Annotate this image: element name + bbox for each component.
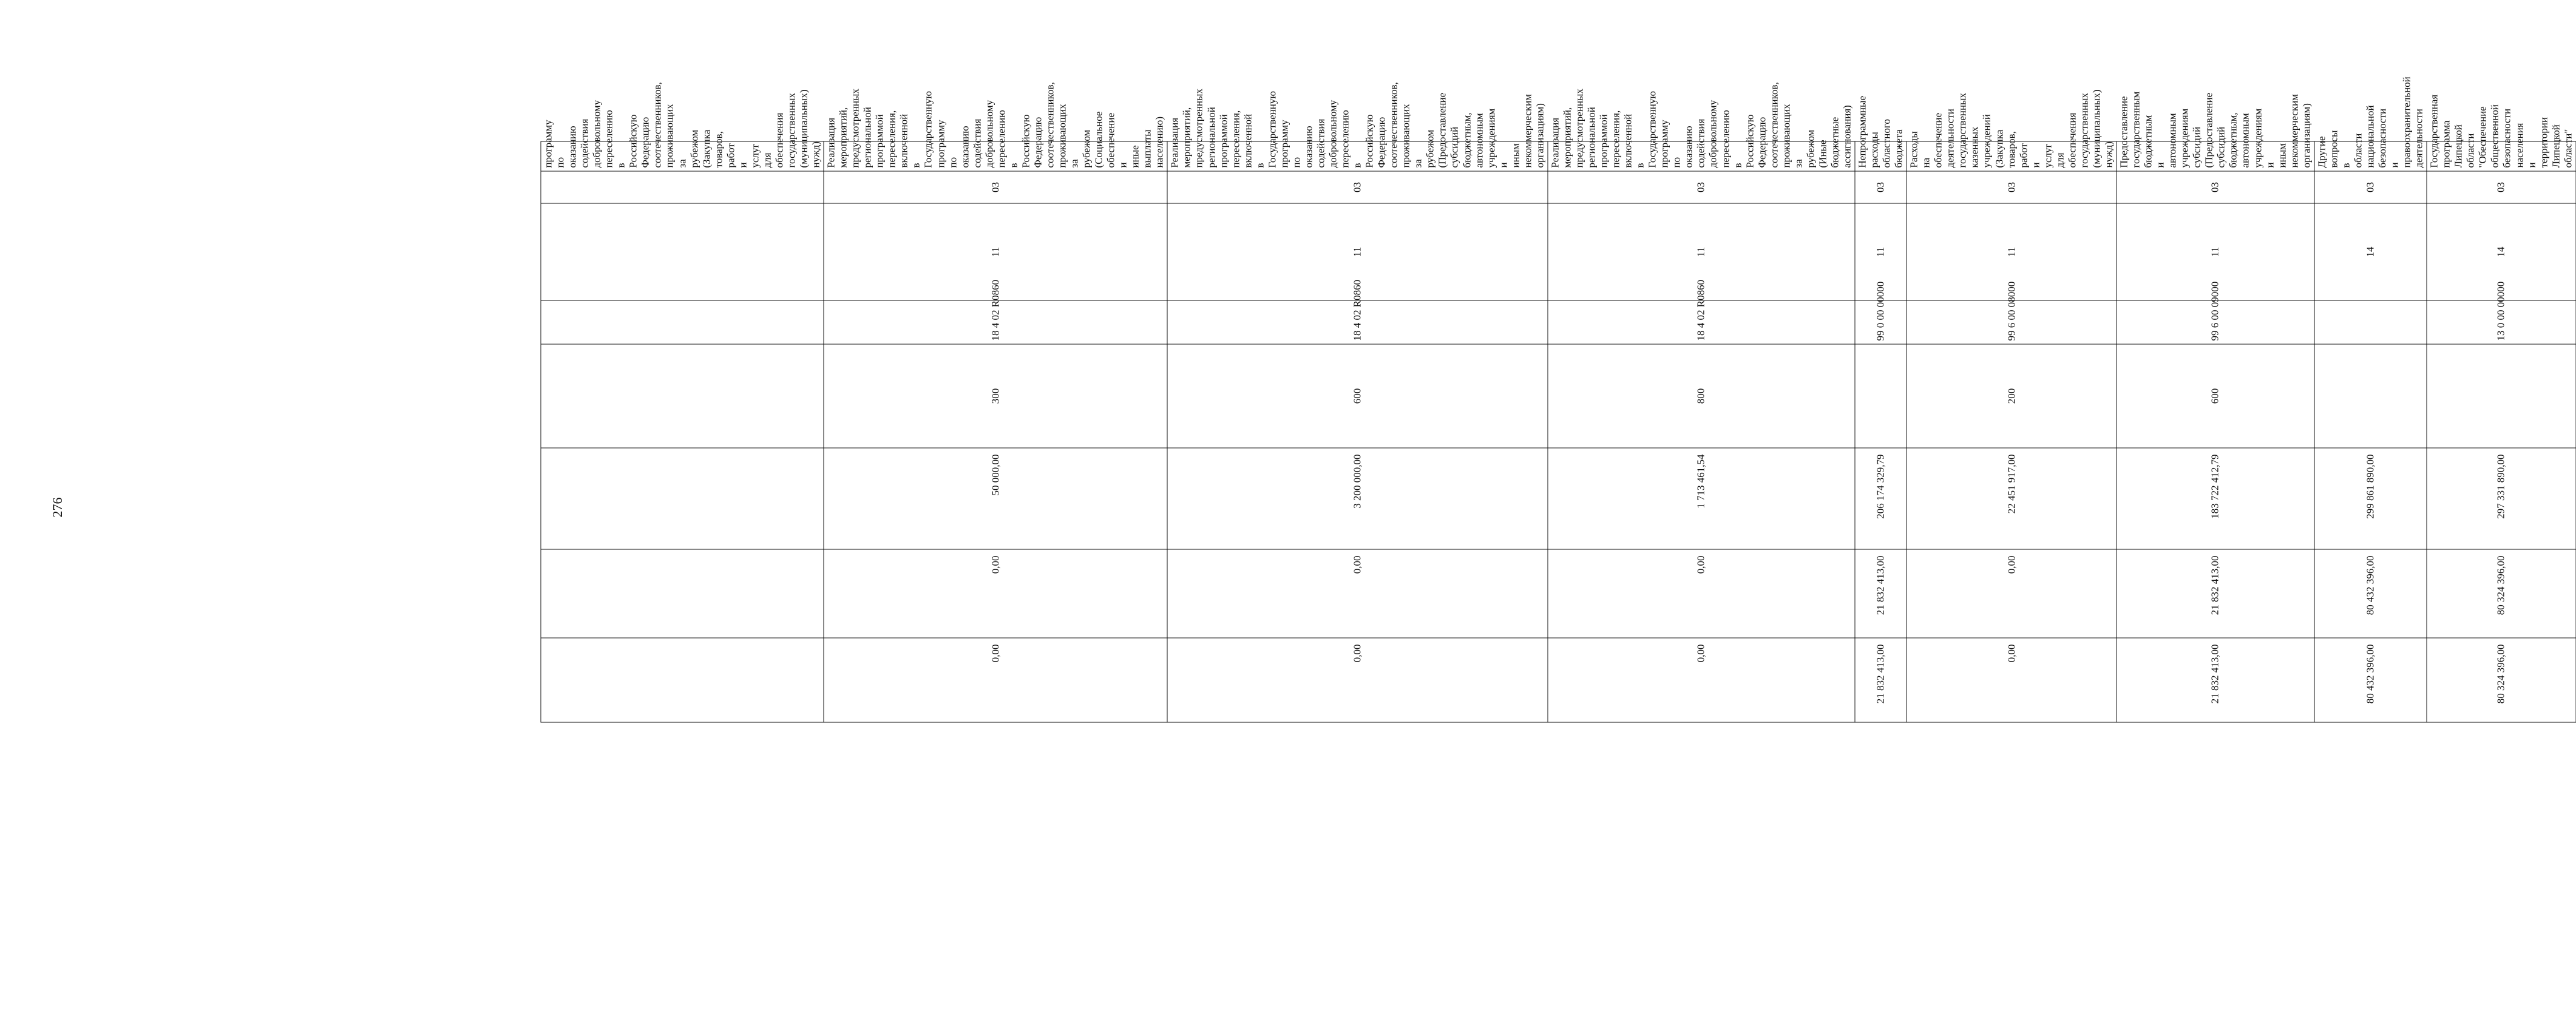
target-article-cell: 18 4 02 R0860 bbox=[824, 300, 1167, 344]
section-cell: 03 bbox=[1167, 171, 1547, 203]
table-row bbox=[541, 0, 824, 722]
subsection-cell: 14 bbox=[2427, 203, 2576, 300]
amount-year2-cell: 80 432 396,00 bbox=[2314, 549, 2427, 638]
subsection-cell: 11 bbox=[2117, 203, 2314, 300]
amount-year1-cell: 299 861 890,00 bbox=[2314, 448, 2427, 549]
amount-year1-cell: 3 200 000,00 bbox=[1167, 448, 1547, 549]
target-article-cell: 13 0 00 00000 bbox=[2427, 300, 2576, 344]
table-row bbox=[1548, 0, 1855, 722]
page-number: 276 bbox=[50, 497, 65, 518]
amount-year3-cell bbox=[541, 638, 824, 722]
target-article-cell: 18 4 02 R0860 bbox=[1167, 300, 1547, 344]
target-article-cell: 99 6 00 08000 bbox=[1907, 300, 2117, 344]
subsection-cell: 11 bbox=[1548, 203, 1855, 300]
expense-type-cell: 600 bbox=[1167, 344, 1547, 448]
target-article-cell bbox=[541, 300, 824, 344]
subsection-cell: 11 bbox=[1167, 203, 1547, 300]
amount-year1-cell: 22 451 917,00 bbox=[1907, 448, 2117, 549]
subsection-cell: 11 bbox=[1907, 203, 2117, 300]
expense-type-cell bbox=[2427, 344, 2576, 448]
section-cell: 03 bbox=[2427, 171, 2576, 203]
amount-year2-cell: 0,00 bbox=[1167, 549, 1547, 638]
description-cell: Предоставление государственным бюджетным и автономным учреждениям субсидий (Предоставление субсидий бюджетным, автономным учреждениям и иным некоммерческим организациям) bbox=[2117, 141, 2314, 171]
amount-year3-cell: 21 832 413,00 bbox=[2117, 638, 2314, 722]
description-cell: Государственная программа Липецкой области "Обеспечение общественной безопасности населения и территории Липецкой области" bbox=[2427, 141, 2576, 171]
table-row bbox=[824, 0, 1167, 722]
amount-year3-cell: 0,00 bbox=[1548, 638, 1855, 722]
target-article-cell: 18 4 02 R0860 bbox=[1548, 300, 1855, 344]
amount-year2-cell: 21 832 413,00 bbox=[1855, 549, 1907, 638]
expense-type-cell: 200 bbox=[1907, 344, 2117, 448]
section-cell: 03 bbox=[1855, 171, 1907, 203]
table-row bbox=[1855, 0, 1907, 722]
table-row bbox=[1167, 0, 1547, 722]
expense-type-cell bbox=[1855, 344, 1907, 448]
amount-year2-cell bbox=[541, 549, 824, 638]
section-cell: 03 bbox=[1548, 171, 1855, 203]
amount-year3-cell: 21 832 413,00 bbox=[1855, 638, 1907, 722]
budget-table-body bbox=[541, 0, 2576, 722]
description-cell: Другие вопросы в области национальной безопасности и правоохранительной деятельности bbox=[2314, 141, 2427, 171]
subsection-cell: 14 bbox=[2314, 203, 2427, 300]
description-cell: Непрограммные расходы областного бюджета bbox=[1855, 141, 1907, 171]
subsection-cell bbox=[541, 203, 824, 300]
table-row bbox=[2427, 0, 2576, 722]
amount-year1-cell: 297 331 890,00 bbox=[2427, 448, 2576, 549]
amount-year2-cell: 0,00 bbox=[1907, 549, 2117, 638]
section-cell: 03 bbox=[2314, 171, 2427, 203]
target-article-cell: 99 6 00 09000 bbox=[2117, 300, 2314, 344]
subsection-cell: 11 bbox=[824, 203, 1167, 300]
amount-year1-cell: 183 722 412,79 bbox=[2117, 448, 2314, 549]
expense-type-cell: 800 bbox=[1548, 344, 1855, 448]
expense-type-cell bbox=[541, 344, 824, 448]
section-cell: 03 bbox=[824, 171, 1167, 203]
expense-type-cell: 300 bbox=[824, 344, 1167, 448]
table-row bbox=[1907, 0, 2117, 722]
amount-year1-cell: 1 713 461,54 bbox=[1548, 448, 1855, 549]
amount-year1-cell: 50 000,00 bbox=[824, 448, 1167, 549]
description-cell: Расходы на обеспечение деятельности государственных казенных учреждений (Закупка товаров, работ и услуг для обеспечения государственных (муниципальных) нужд) bbox=[1907, 141, 2117, 171]
amount-year1-cell: 206 174 329,79 bbox=[1855, 448, 1907, 549]
table-row bbox=[2314, 0, 2427, 722]
amount-year2-cell: 80 324 396,00 bbox=[2427, 549, 2576, 638]
amount-year2-cell: 0,00 bbox=[1548, 549, 1855, 638]
subsection-cell: 11 bbox=[1855, 203, 1907, 300]
amount-year2-cell: 0,00 bbox=[824, 549, 1167, 638]
amount-year3-cell: 80 324 396,00 bbox=[2427, 638, 2576, 722]
amount-year2-cell: 21 832 413,00 bbox=[2117, 549, 2314, 638]
description-cell: Реализация мероприятий, предусмотренных региональной программой переселения, включенной в Государственную программу по оказанию содействия добровольному переселению в Российскую Федерацию соотечественников, проживающих за рубежом (Социальное обеспечение и иные выплаты населению) bbox=[824, 141, 1167, 171]
amount-year3-cell: 0,00 bbox=[1907, 638, 2117, 722]
amount-year1-cell bbox=[541, 448, 824, 549]
budget-table-container bbox=[541, 0, 2574, 723]
description-cell: Реализация мероприятий, предусмотренных региональной программой переселения, включенной в Государственную программу по оказанию содействия добровольному переселению в Российскую Федерацию соотечественников, проживающих за рубежом (Предоставление субсидий бюджетным, автономным учреждениям и иным некоммерческим организациям) bbox=[1167, 141, 1547, 171]
description-cell: программу по оказанию содействия добровольному переселению в Российскую Федерацию соотечественников, проживающих за рубежом (Закупка товаров, работ и услуг для обеспечения государственных (муниципальных) нужд) bbox=[541, 141, 824, 171]
target-article-cell bbox=[2314, 300, 2427, 344]
section-cell: 03 bbox=[1907, 171, 2117, 203]
section-cell bbox=[541, 171, 824, 203]
expense-type-cell bbox=[2314, 344, 2427, 448]
table-row bbox=[2117, 0, 2314, 722]
target-article-cell: 99 0 00 00000 bbox=[1855, 300, 1907, 344]
section-cell: 03 bbox=[2117, 171, 2314, 203]
budget-table bbox=[541, 0, 2576, 723]
description-cell: Реализация мероприятий, предусмотренных региональной программой переселения, включенной в Государственную программу по оказанию содействия добровольному переселению в Российскую Федерацию соотечественников, проживающих за рубежом (Иные бюджетные ассигнования) bbox=[1548, 141, 1855, 171]
amount-year3-cell: 0,00 bbox=[824, 638, 1167, 722]
expense-type-cell: 600 bbox=[2117, 344, 2314, 448]
amount-year3-cell: 0,00 bbox=[1167, 638, 1547, 722]
amount-year3-cell: 80 432 396,00 bbox=[2314, 638, 2427, 722]
